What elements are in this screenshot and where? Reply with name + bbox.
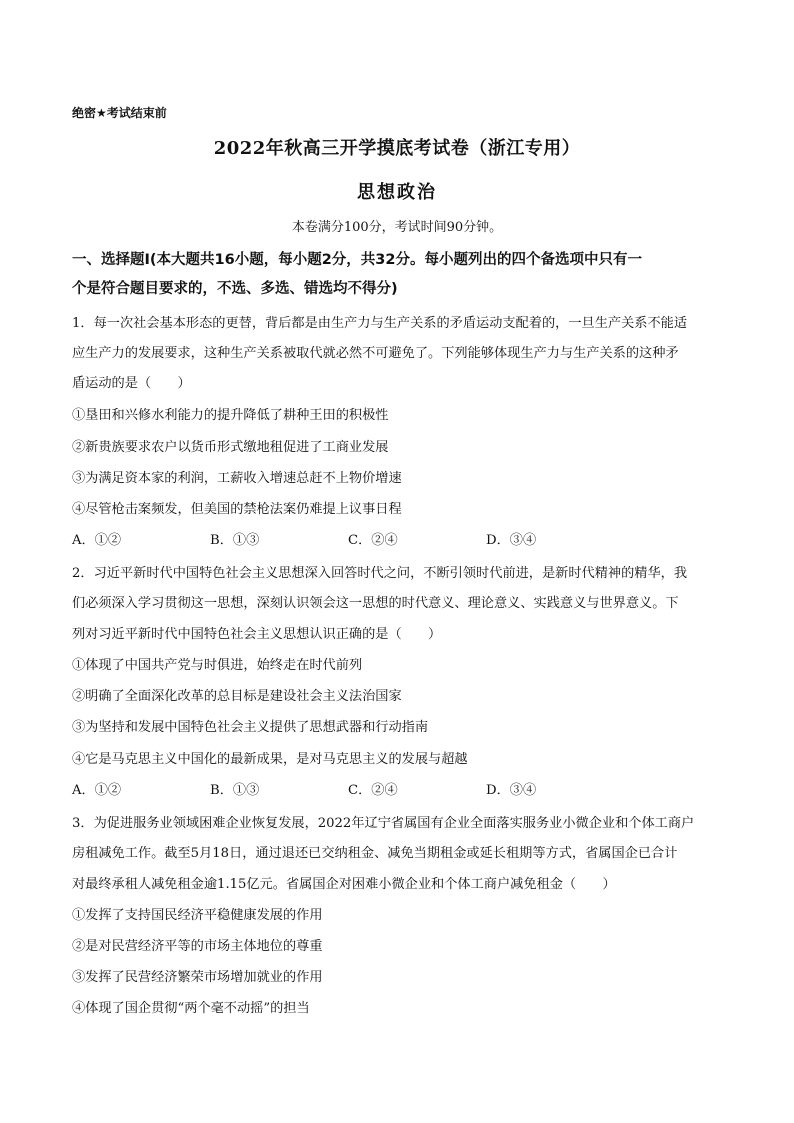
question-2-statement: ④它是马克思主义中国化的最新成果，是对马克思主义的发展与超越 [72,752,468,767]
question-1-statement: ③为满足资本家的利润，工薪收入增速总赶不上物价增速 [72,471,402,486]
section-heading-line: 个是符合题目要求的，不选、多选、错选均不得分) [72,281,398,297]
question-3-statement: ②是对民营经济平等的市场主体地位的尊重 [72,939,323,954]
question-2-statement: ①体现了中国共产党与时俱进，始终走在时代前列 [72,658,363,673]
question-3-statement: ③发挥了民营经济繁荣市场增加就业的作用 [72,970,323,985]
question-1-statement: ④尽管枪击案频发，但美国的禁枪法案仍难提上议事日程 [72,502,402,517]
question-3-stem-line: 3．为促进服务业领域困难企业恢复发展，2022年辽宁省属国有企业全面落实服务业小微企业和个体工商户 [72,816,695,831]
question-2-option-c: C．②④ [348,783,398,798]
question-3-statement: ④体现了国企贯彻“两个毫不动摇”的担当 [72,1001,310,1016]
question-1-option-b: B．①③ [210,533,260,548]
question-2-option-a: A．①② [72,783,122,798]
question-2-stem-line: 们必须深入学习贯彻这一思想，深刻认识领会这一思想的时代意义、理论意义、实践意义与世界意义。下 [72,596,679,611]
question-2-statement: ②明确了全面深化改革的总目标是建设社会主义法治国家 [72,689,402,704]
question-2-statement: ③为坚持和发展中国特色社会主义提供了思想武器和行动指南 [72,720,429,735]
question-2-option-d: D．③④ [486,783,537,798]
exam-note: 本卷满分100分，考试时间90分钟。 [291,220,503,235]
question-1-option-d: D．③④ [486,533,537,548]
section-heading [72,246,732,304]
question-1-option-c: C．②④ [348,533,398,548]
subject-title: 思想政治 [357,182,437,203]
question-1-stem-line: 应生产力的发展要求，这种生产关系被取代就必然不可避免了。下列能够体现生产力与生产关系的这种矛 [72,346,679,361]
question-2-option-b: B．①③ [210,783,260,798]
section-heading-line: 一、选择题Ⅰ(本大题共16小题，每小题2分，共32分。每小题列出的四个备选项中只有一 [72,252,642,268]
question-1-statement: ①垦田和兴修水利能力的提升降低了耕种王田的积极性 [72,408,389,423]
question-2-stem-line: 2．习近平新时代中国特色社会主义思想深入回答时代之问，不断引领时代前进，是新时代精神的精华，我 [72,566,688,581]
question-3-stem-line: 房租减免工作。截至5月18日，通过退还已交纳租金、减免当期租金或延长租期等方式，省属国企已合计 [72,846,678,861]
confidential-label: 绝密★考试结束前 [72,106,167,120]
question-1-stem-line: 1．每一次社会基本形态的更替，背后都是由生产力与生产关系的矛盾运动支配着的，一旦生产关系不能适 [72,316,688,331]
question-3-statement: ①发挥了支持国民经济平稳健康发展的作用 [72,908,323,923]
exam-title: 2022年秋高三开学摸底考试卷（浙江专用） [213,138,581,159]
question-2-stem-line: 列对习近平新时代中国特色社会主义思想认识正确的是（ ） [72,627,442,642]
question-1-option-a: A．①② [72,533,122,548]
question-1-statement: ②新贵族要求农户以货币形式缴地租促进了工商业发展 [72,440,389,455]
question-3-stem-line: 对最终承租人减免租金逾1.15亿元。省属国企对困难小微企业和个体工商户减免租金（ ） [72,877,616,892]
question-1-stem-line: 盾运动的是（ ） [72,376,191,391]
